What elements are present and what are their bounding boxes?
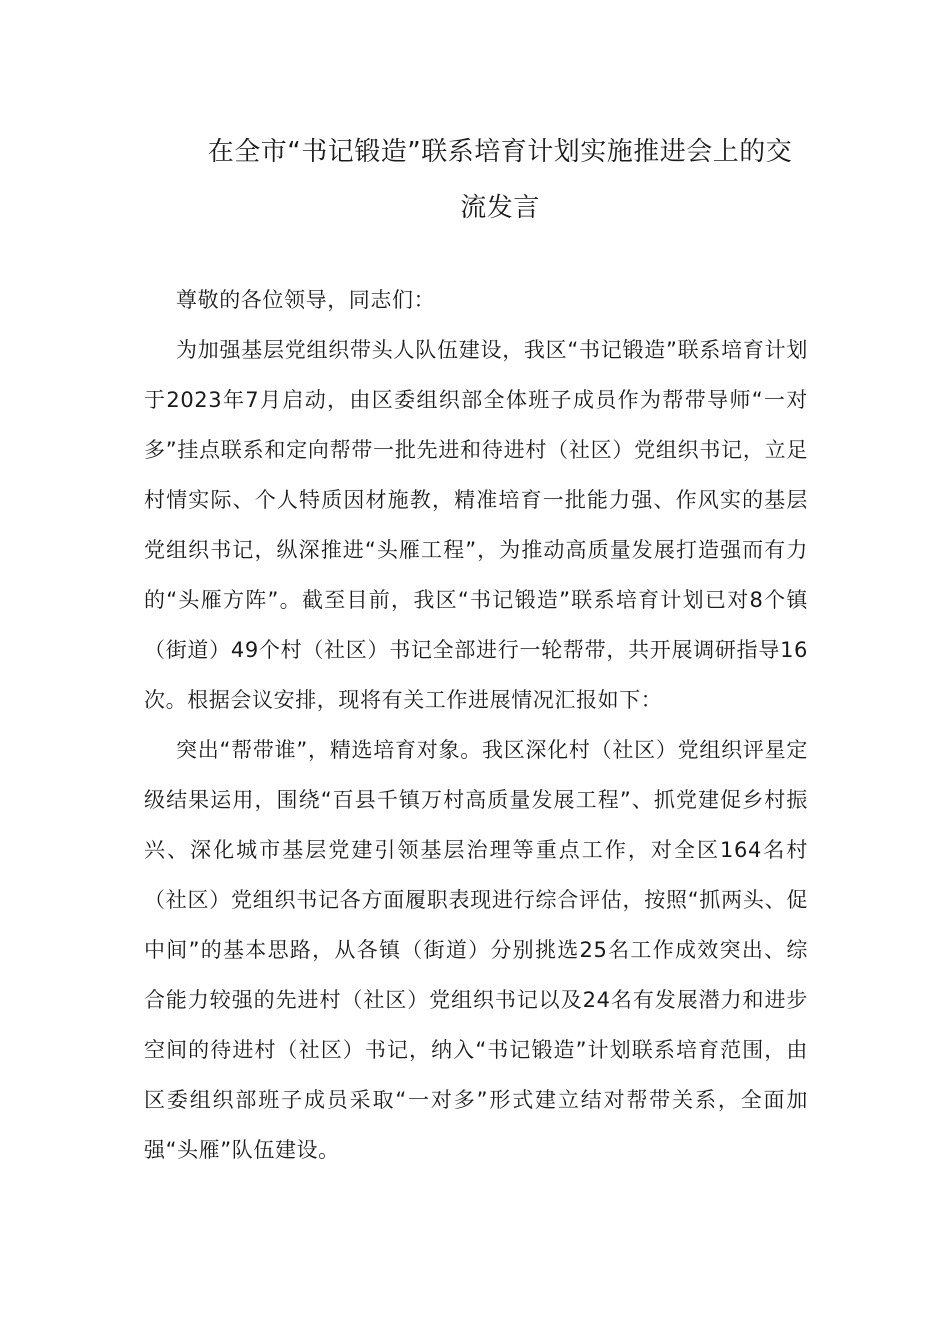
- salutation-paragraph: 尊敬的各位领导，同志们：: [176, 288, 436, 312]
- title-line-2: 流发言: [460, 193, 540, 223]
- intro-paragraph: 为加强基层党组织带头人队伍建设，我区“书记锻造”联系培育计划于2023年7月启动，由区委组织部全体班子成员作为帮带导师“一对多”挂点联系和定向帮带一批先进和待进村（社区）党组织书记，立足村情实际、个人特质因材施教，精准培育一批能力强、作风实的基层党组织书记，纵深推进“头雁工程”，为推动高质量发展打造强而有力的“头雁方阵”。截至目前，我区“书记锻造”联系培育计划已对8个镇（街道）49个村（社区）书记全部进行一轮帮带，共开展调研指导16次。根据会议安排，现将有关工作进展情况汇报如下：: [144, 338, 808, 712]
- document-title: [145, 124, 855, 236]
- title-line-1: 在全市“书记锻造”联系培育计划实施推进会上的交: [207, 137, 793, 167]
- section-paragraph: 突出“帮带谁”，精选培育对象。我区深化村（社区）党组织评星定级结果运用，围绕“百县千镇万村高质量发展工程”、抓党建促乡村振兴、深化城市基层党建引领基层治理等重点工作，对全区164名村（社区）党组织书记各方面履职表现进行综合评估，按照“抓两头、促中间”的基本思路，从各镇（街道）分别挑选25名工作成效突出、综合能力较强的先进村（社区）党组织书记以及24名有发展潜力和进步空间的待进村（社区）书记，纳入“书记锻造”计划联系培育范围，由区委组织部班子成员采取“一对多”形式建立结对帮带关系，全面加强“头雁”队伍建设。: [144, 738, 808, 1162]
- document-body: [144, 275, 808, 1175]
